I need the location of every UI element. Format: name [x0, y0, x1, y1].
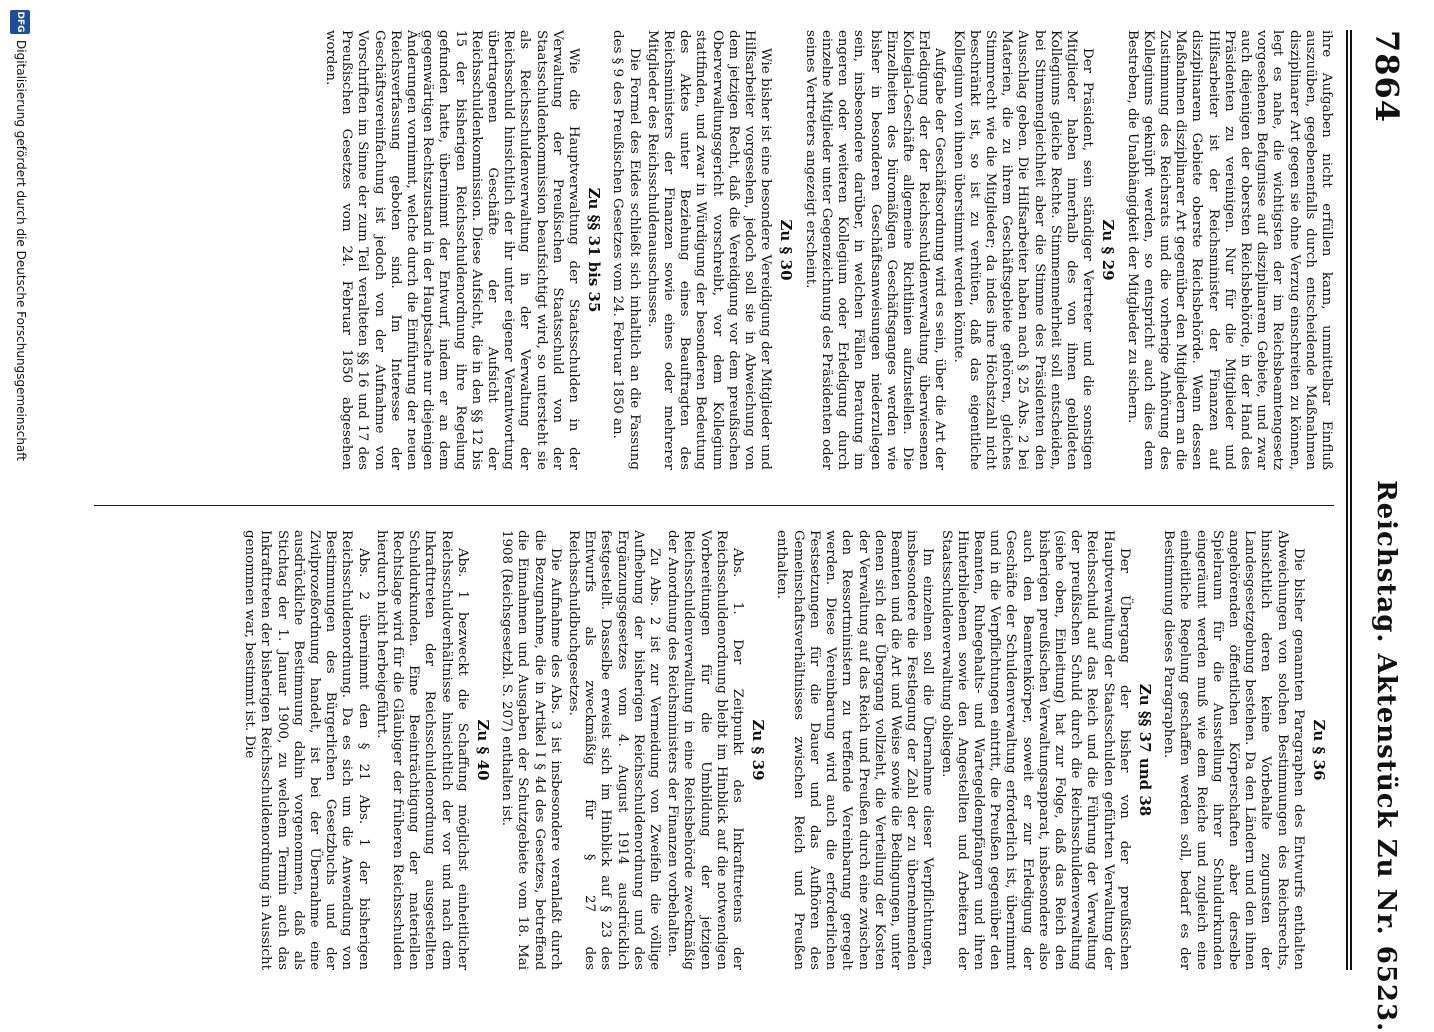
section-heading: Zu §§ 31 bis 35 [585, 187, 604, 313]
paragraph: Abs. 1 bezweckt die Schaffung möglichst einheitlicher Reichsschuldverhältnisse hinsichtlich der vor und nach dem Inkrafttreten der Reichsschuldenordnung ausgestellten Schuldurkunden. Eine Beeinträchtigung der materiellen Rechtslage wird für die Gläubiger der früheren Reichsschulden hierdurch nicht herbeigeführt. [373, 530, 470, 970]
header-rule-2 [1346, 30, 1348, 970]
left-column [94, 30, 1334, 470]
page-footer [4, 0, 34, 1000]
paragraph: Abs. 2 übernimmt den § 21 Abs. 1 der bisherigen Reichsschuldenordnung. Da es sich um die Anwendung von Bestimmungen des Bürgerlichen Gesetzbuchs und der Zivilprozeßordnung handelt, ist bei der Übernahme eine ausdrückliche Bestimmung dahin vorgenommen, daß als Stichtag der 1. Januar 1900, zu welchem Termin auch das Inkrafttreten der bisherigen Reichsschuldenordnung in Aussicht genommen war, bestimmt ist. Die [242, 530, 371, 970]
page-number: 7864 [1368, 30, 1406, 124]
paragraph: Die Formel des Eides schließt sich inhaltlich an die Fassung des § 9 des Preußischen Gesetzes vom 24. Februar 1850 an. [610, 30, 642, 470]
paragraph: Der Präsident, sein ständiger Vertreter und die sonstigen Mitglieder haben innerhalb des von ihnen gebildeten Kollegiums gleiche Rechte. Stimmenmehrheit soll entscheiden, bei Stimmengleichheit aber die Stimme des Präsidenten den Ausschlag geben. Die Hilfsarbeiter haben nach § 25 Abs. 2 bei Materien, die zu ihrem Geschäftsgebiete gehören, gleiches Stimmrecht wie die Mitglieder; da indes ihre Höchstzahl nicht beschränkt ist, so ist zu verhüten, daß das eigentliche Kollegium von ihnen überstimmt werden könnte. [950, 30, 1096, 470]
column-separator [94, 505, 1334, 506]
digitization-note: Digitalisierung gefördert durch die Deutsche Forschungsgemeinschaft [14, 40, 28, 462]
section-heading: Zu § 40 [474, 719, 493, 781]
paragraph: Die Aufnahme des Abs. 3 ist insbesondere veranlaßt durch die Bezugnahme, die in Artikel I § 4d des Gesetzes, betreffend die Einnahmen und Ausgaben der Schutzgebiete vom 18. Mai 1908 (Reichsgesetzbl. S. 207) enthalten ist. [499, 530, 563, 970]
paragraph: Die bisher genannten Paragraphen des Entwurfs enthalten Abweichungen von solchen Bestimmungen des Reichsrechts, hinsichtlich deren keine Vorbehalte zugunsten der Landesgesetzgebung bestehen. Da den Ländern und den ihnen angehörenden öffentlichen Körperschaften aber derselbe Spielraum für die Ausstellung ihrer Schuldurkunden eingeräumt werden muß wie dem Reiche und zugleich eine einheitliche Regelung geschaffen werden soll, bedarf es der Bestimmung dieses Paragraphen. [1161, 530, 1306, 970]
running-head: Reichstag. Aktenstück Zu Nr. 6523. [1371, 480, 1401, 1032]
page-header [1339, 0, 1434, 1032]
section-heading: Zu §§ 37 und 38 [1135, 683, 1154, 817]
section-heading: Zu § 30 [777, 219, 796, 281]
section-heading: Zu § 36 [1310, 719, 1328, 781]
paragraph: Aufgabe der Geschäftsordnung wird es sein, über die Art der Erledigung der der Reichsschuldenverwaltung überwiesenen Kollegial-Geschäfte allgemeine Richtlinien aufzustellen. Die Einzelheiten des büromäßigen Geschäftsganges werden wie bisher in besonderen Geschäftsanweisungen niederzulegen sein, insbesondere darüber, in welchen Fällen Beratung im engeren oder weiteren Kollegium oder Erledigung durch einzelne Mitglieder unter Gegenzeichnung des Präsidenten oder seines Vertreters angezeigt erscheint. [802, 30, 948, 470]
paragraph: Abs. 1. Der Zeitpunkt des Inkrafttretens der Reichsschuldenordnung bleibt im Hinblick auf die notwendigen Vorbereitungen für die Umbildung der jetzigen Reichsschuldenverwaltung in eine Reichsbehörde zweckmäßig der Anordnung des Reichsministers der Finanzen vorbehalten. [665, 530, 746, 970]
dfg-logo: DFG [10, 10, 30, 34]
paragraph: Zu Abs. 2 ist zur Vermeidung von Zweifeln die völlige Aufhebung der bisherigen Reichsschuldenordnung und des Ergänzungsgesetzes vom 4. August 1914 ausdrücklich festgestellt. Dasselbe erweist sich im Hinblick auf § 23 des Entwurfs als zweckmäßig für § 27 des Reichsschuldbuchgesetzes. [566, 530, 663, 970]
paragraph: Wie die Hauptverwaltung der Staatsschulden in der Verwaltung der Preußischen Staatsschuld von der Staatsschuldenkommission beaufsichtigt wird, so untersteht sie als Reichsschuldenverwaltung in der Verwaltung der Reichsschuld hinsichtlich der ihr unter eigener Verantwortung übertragenen Geschäfte der Aufsicht der Reichsschuldenkommission. Diese Aufsicht, die in den §§ 12 bis 15 der bisherigen Reichsschuldenordnung ihre Regelung gefunden hatte, übernimmt der Entwurf, indem er an dem gegenwärtigen Rechtszustand in der Hauptsache nur diejenigen Änderungen vornimmt, welche durch die Einführung der neuen Reichsverfassung geboten sind. Im Interesse der Geschäftsvereinfachung ist jedoch von der Aufnahme von Vorschriften im Sinne der zum Teil veralteten §§ 16 und 17 des Preußischen Gesetzes vom 24. Februar 1850 abgesehen worden. [323, 30, 582, 470]
section-heading: Zu § 29 [1099, 219, 1118, 281]
paragraph: ihre Aufgaben nicht erfüllen kann, unmittelbar Einfluß auszuüben, gegebenenfalls durch entscheidende Maßnahmen disziplinarer Art gegen sie ohne Verzug einschreiten zu können, legt es nahe, die wichtigsten der im Reichsbeamtengesetz vorgesehenen Befugnisse auf disziplinarem Gebiete, und zwar auch diejenigen der obersten Reichsbehörde, in der Hand des Präsidenten zu vereinigen. Nur für die Mitglieder und Hilfsarbeiter ist der Reichsminister der Finanzen auf disziplinarem Gebiete oberste Reichsbehörde. Wenn dessen Maßnahmen disziplinarer Art gegenüber den Mitgliedern an die Zustimmung des Reichsrats und die vorherige Anhörung des Kollegiums geknüpft werden, so entspricht auch dies dem Bestreben, die Unabhängigkeit der Mitglieder zu sichern. [1124, 30, 1334, 470]
right-column [94, 530, 1334, 970]
header-rule [1350, 30, 1352, 970]
paragraph: Wie bisher ist eine besondere Vereidigung der Mitglieder und Hilfsarbeiter vorgesehen, jedoch soll sie in Abweichung von dem jetzigen Recht, daß die Vereidigung vor dem preußischen Oberverwaltungsgericht vorschreibt, vor dem Kollegium stattfinden, und zwar in Würdigung der besonderen Bedeutung des Aktes unter Beziehung eines Beauftragten des Reichsministers der Finanzen sowie eines oder mehrerer Mitglieder des Reichsschuldenausschusses. [644, 30, 774, 470]
paragraph: Im einzelnen soll die Übernahme dieser Verpflichtungen, insbesondere die Festlegung der Zahl der zu übernehmenden Beamten und die Art und Weise sowie die Bedingungen, unter denen sich der Übergang vollzieht, die Verteilung der Kosten der Verwaltung auf das Reich und Preußen durch eine zwischen den Ressortministern zu treffende Vereinbarung geregelt werden. Diese Vereinbarung wird auch die erforderlichen Festsetzungen für die Dauer und das Aufhören des Gemeinschaftsverhältnisses zwischen Reich und Preußen enthalten. [774, 530, 936, 970]
paragraph: Der Übergang der bisher von der preußischen Hauptverwaltung der Staatsschulden geführten Verwaltung der Reichsschuld auf das Reich und die Führung der Verwaltung der preußischen Schuld durch die Reichsschuldenverwaltung (siehe oben, Einleitung) hat zur Folge, daß das Reich den bisherigen preußischen Verwaltungsapparat, insbesondere also auch den Beamtenkörper, soweit er zur Erledigung der Geschäfte der Schuldenverwaltung erforderlich ist, übernimmt und in die Verpflichtungen eintritt, die Preußen gegenüber den Beamten, Ruhegehalts- und Wartegeldempfängern und ihren Hinterbliebenen sowie den Angestellten und Arbeitern der Staatsschuldenverwaltung obliegen. [938, 530, 1132, 970]
section-heading: Zu § 39 [749, 719, 768, 781]
